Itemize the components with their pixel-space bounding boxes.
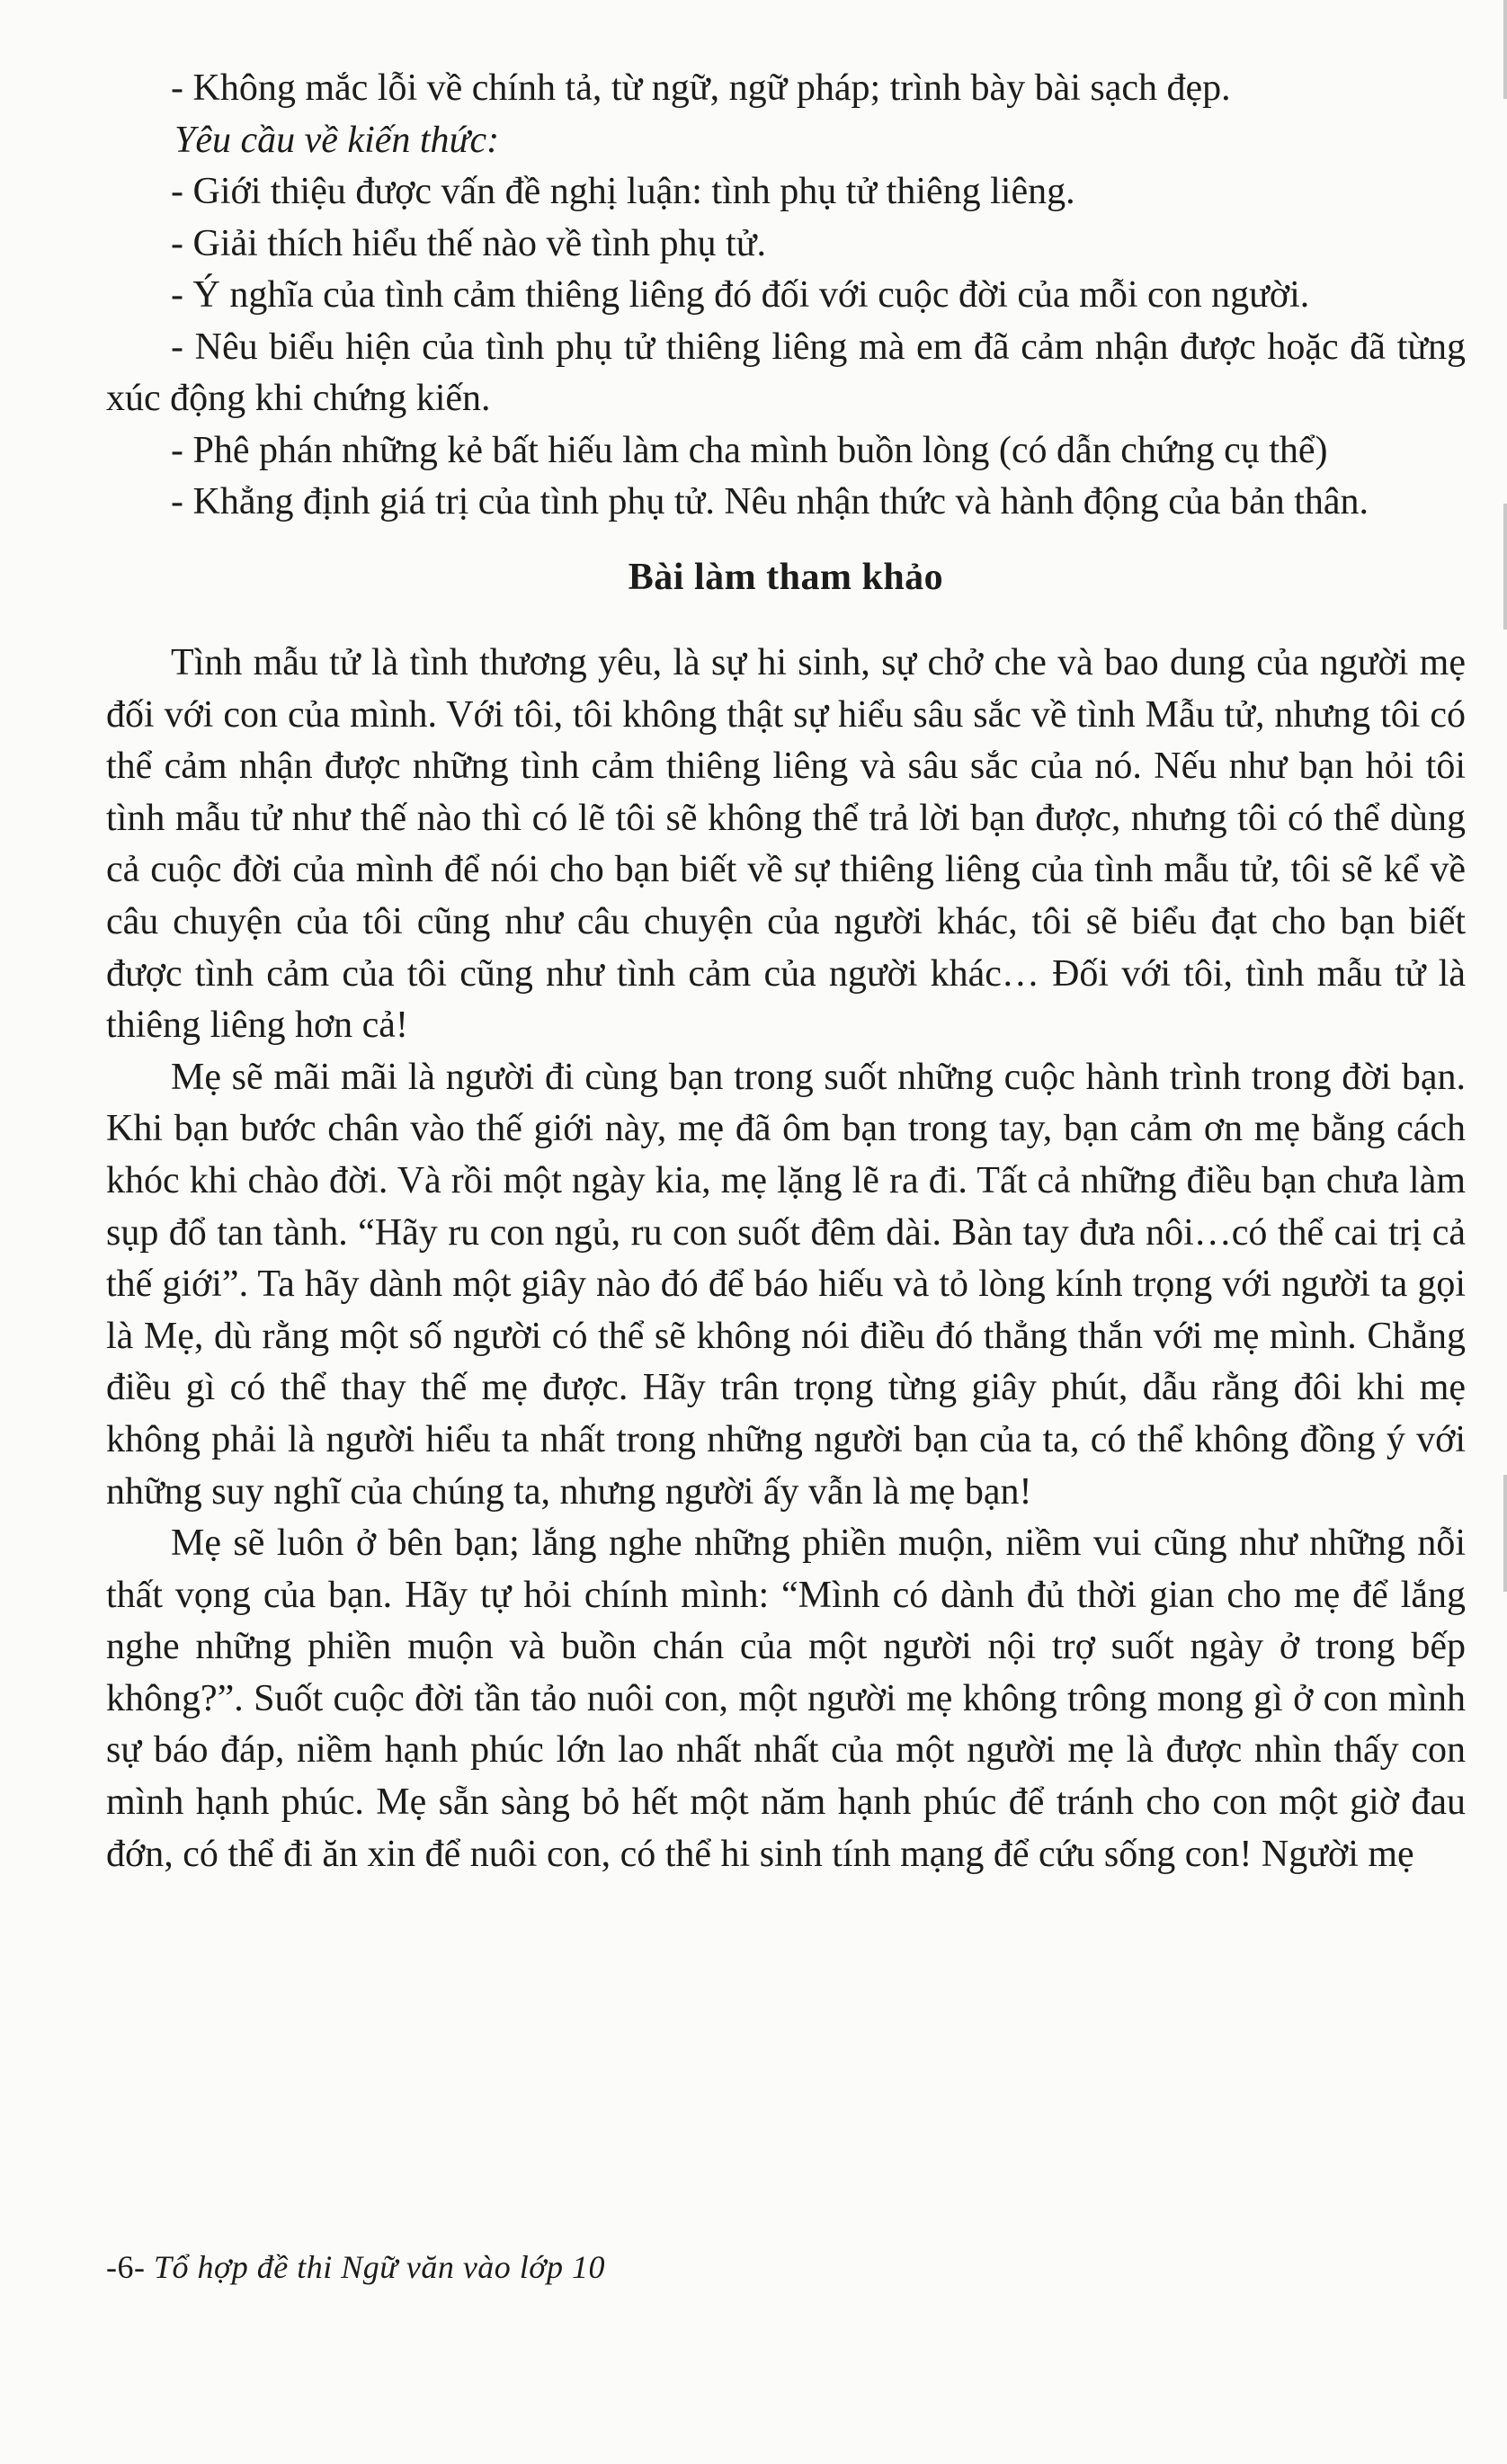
page-number: -6- (106, 2249, 146, 2285)
scan-edge-mark (1503, 504, 1507, 629)
scan-edge-mark (1503, 1475, 1507, 1592)
essay-paragraph: Mẹ sẽ mãi mãi là người đi cùng bạn trong suốt những cuộc hành trình trong đời bạn. Khi bạn bước chân vào thế giới này, mẹ đã ôm bạn trong tay, bạn cảm ơn mẹ bằng cách khóc khi chào đời. Và rồi một ngày kia, mẹ lặng lẽ ra đi. Tất cả những điều bạn chưa làm sụp đổ tan tành. “Hãy ru con ngủ, ru con suốt đêm dài. Bàn tay đưa nôi…có thể cai trị cả thế giới”. Ta hãy dành một giây nào đó để báo hiếu và tỏ lòng kính trọng với người ta gọi là Mẹ, dù rằng một số người có thể sẽ không nói điều đó thẳng thắn với mẹ mình. Chẳng điều gì có thể thay thế mẹ được. Hãy trân trọng từng giây phút, dẫu rằng đôi khi mẹ không phải là người hiểu ta nhất trong những người bạn của ta, có thể không đồng ý với những suy nghĩ của chúng ta, nhưng người ấy vẫn là mẹ bạn! (106, 1056, 1466, 1513)
essay-title: Bài làm tham khảo (628, 556, 944, 598)
essay-paragraph: Tình mẫu tử là tình thương yêu, là sự hi sinh, sự chở che và bao dung của người mẹ đối với con của mình. Với tôi, tôi không thật sự hiểu sâu sắc về tình Mẫu tử, nhưng tôi có thể cảm nhận được những tình cảm thiêng liêng và sâu sắc của nó. Nếu như bạn hỏi tôi tình mẫu tử như thế nào thì có lẽ tôi sẽ không thể trả lời bạn được, nhưng tôi có thể dùng cả cuộc đời của mình để nói cho bạn biết về sự thiêng liêng của tình mẫu tử, tôi sẽ kể về câu chuyện của tôi cũng như câu chuyện của người khác, tôi sẽ biểu đạt cho bạn biết được tình cảm của tôi cũng như tình cảm của người khác… Đối với tôi, tình mẫu tử là thiêng liêng hơn cả! (106, 642, 1466, 1047)
page-content (106, 63, 1466, 1880)
page-footer (106, 2248, 605, 2286)
book-title: Tổ hợp đề thi Ngữ văn vào lớp 10 (153, 2249, 606, 2285)
requirement-item: - Ý nghĩa của tình cảm thiêng liêng đó đối với cuộc đời của mỗi con người. (171, 274, 1310, 316)
requirement-item: - Nêu biểu hiện của tình phụ tử thiêng liêng mà em đã cảm nhận được hoặc đã từng xúc động khi chứng kiến. (106, 326, 1466, 419)
requirement-item: - Khẳng định giá trị của tình phụ tử. Nêu nhận thức và hành động của bản thân. (171, 481, 1369, 522)
requirement-item: - Giới thiệu được vấn đề nghị luận: tình phụ tử thiêng liêng. (171, 171, 1075, 212)
requirement-item: - Giải thích hiểu thế nào về tình phụ tử. (171, 222, 766, 264)
scan-edge-mark (1503, 0, 1507, 99)
requirement-item: - Phê phán những kẻ bất hiếu làm cha mình buồn lòng (có dẫn chứng cụ thể) (171, 429, 1328, 471)
requirement-line: - Không mắc lỗi về chính tả, từ ngữ, ngữ pháp; trình bày bài sạch đẹp. (171, 67, 1231, 109)
knowledge-requirements-heading: Yêu cầu về kiến thức: (174, 119, 500, 161)
essay-paragraph: Mẹ sẽ luôn ở bên bạn; lắng nghe những phiền muộn, niềm vui cũng như những nỗi thất vọng của bạn. Hãy tự hỏi chính mình: “Mình có dành đủ thời gian cho mẹ để lắng nghe những phiền muộn và buồn chán của một người nội trợ suốt ngày ở trong bếp không?”. Suốt cuộc đời tần tảo nuôi con, một người mẹ không trông mong gì ở con mình sự báo đáp, niềm hạnh phúc lớn lao nhất nhất của một người mẹ là được nhìn thấy con mình hạnh phúc. Mẹ sẵn sàng bỏ hết một năm hạnh phúc để tránh cho con một giờ đau đớn, có thể đi ăn xin để nuôi con, có thể hi sinh tính mạng để cứu sống con! Người mẹ (106, 1522, 1466, 1875)
